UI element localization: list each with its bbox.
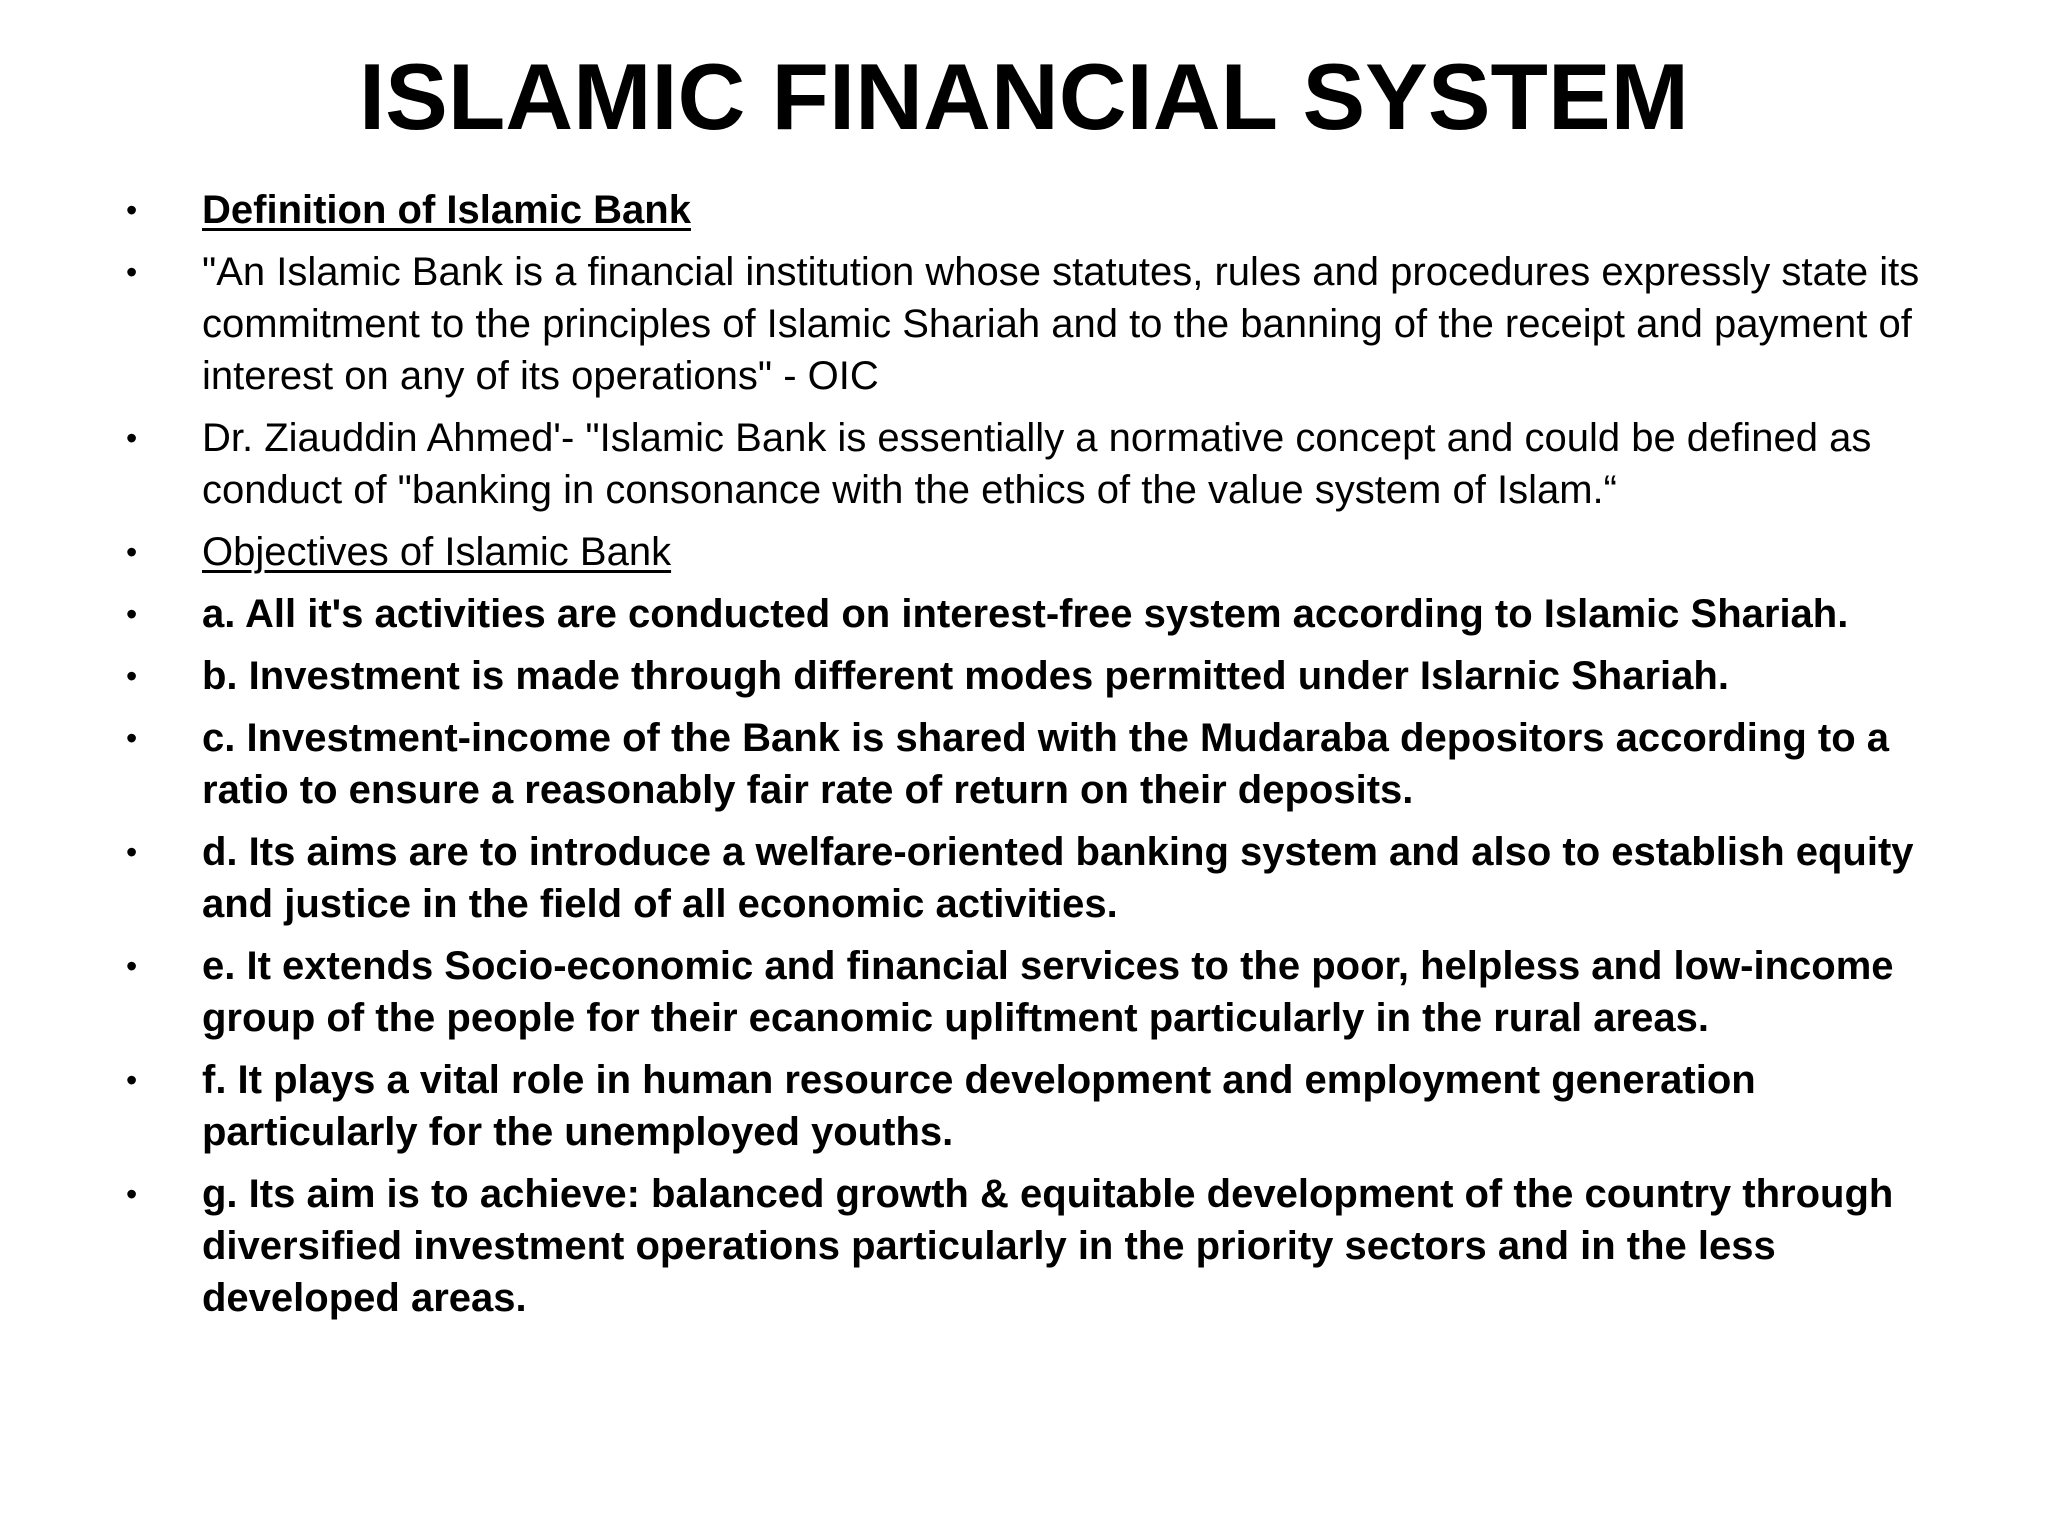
bullet-definition-heading	[120, 184, 1950, 236]
bullet-oic-definition	[120, 246, 1950, 402]
bullet-icon: •	[126, 1176, 138, 1212]
slide-title: ISLAMIC FINANCIAL SYSTEM	[359, 44, 1689, 149]
bullet-list	[120, 184, 1950, 1334]
bullet-objective-f	[120, 1054, 1950, 1158]
bullet-text: Objectives of Islamic Bank	[202, 530, 672, 574]
bullet-text: c. Investment-income of the Bank is shared with the Mudaraba depositors according to a ratio to ensure a reasonably fair rate of return on their deposits.	[202, 716, 1889, 812]
bullet-text: Definition of Islamic Bank	[202, 188, 691, 232]
bullet-icon: •	[126, 720, 138, 756]
bullet-objective-a	[120, 588, 1950, 640]
bullet-ziauddin-definition	[120, 412, 1950, 516]
bullet-objective-d	[120, 826, 1950, 930]
bullet-icon: •	[126, 1062, 138, 1098]
bullet-icon: •	[126, 420, 138, 456]
bullet-text: d. Its aims are to introduce a welfare-oriented banking system and also to establish equity and justice in the field of all economic activities.	[202, 830, 1914, 926]
bullet-icon: •	[126, 658, 138, 694]
bullet-text: Dr. Ziauddin Ahmed'- "Islamic Bank is essentially a normative concept and could be defined as conduct of "banking in consonance with the ethics of the value system of Islam.“	[202, 416, 1872, 512]
bullet-objective-e	[120, 940, 1950, 1044]
bullet-text: a. All it's activities are conducted on interest-free system according to Islamic Shariah.	[202, 592, 1849, 636]
bullet-icon: •	[126, 948, 138, 984]
bullet-objective-g	[120, 1168, 1950, 1324]
bullet-icon: •	[126, 254, 138, 290]
bullet-icon: •	[126, 596, 138, 632]
bullet-objective-c	[120, 712, 1950, 816]
bullet-icon: •	[126, 192, 138, 228]
bullet-objective-b	[120, 650, 1950, 702]
bullet-text: b. Investment is made through different modes permitted under Islarnic Shariah.	[202, 654, 1729, 698]
bullet-text: f. It plays a vital role in human resource development and employment generation particularly for the unemployed youths.	[202, 1058, 1756, 1154]
bullet-icon: •	[126, 534, 138, 570]
bullet-icon: •	[126, 834, 138, 870]
bullet-objectives-heading	[120, 526, 1950, 578]
bullet-text: e. It extends Socio-economic and financial services to the poor, helpless and low-income group of the people for their ecanomic upliftment particularly in the rural areas.	[202, 944, 1894, 1040]
bullet-text: g. Its aim is to achieve: balanced growth & equitable development of the country through diversified investment operations particularly in the priority sectors and in the less developed areas.	[202, 1172, 1894, 1320]
bullet-text: "An Islamic Bank is a financial institution whose statutes, rules and procedures expressly state its commitment to the principles of Islamic Shariah and to the banning of the receipt and payment of interest on any of its operations" - OIC	[202, 250, 1920, 398]
